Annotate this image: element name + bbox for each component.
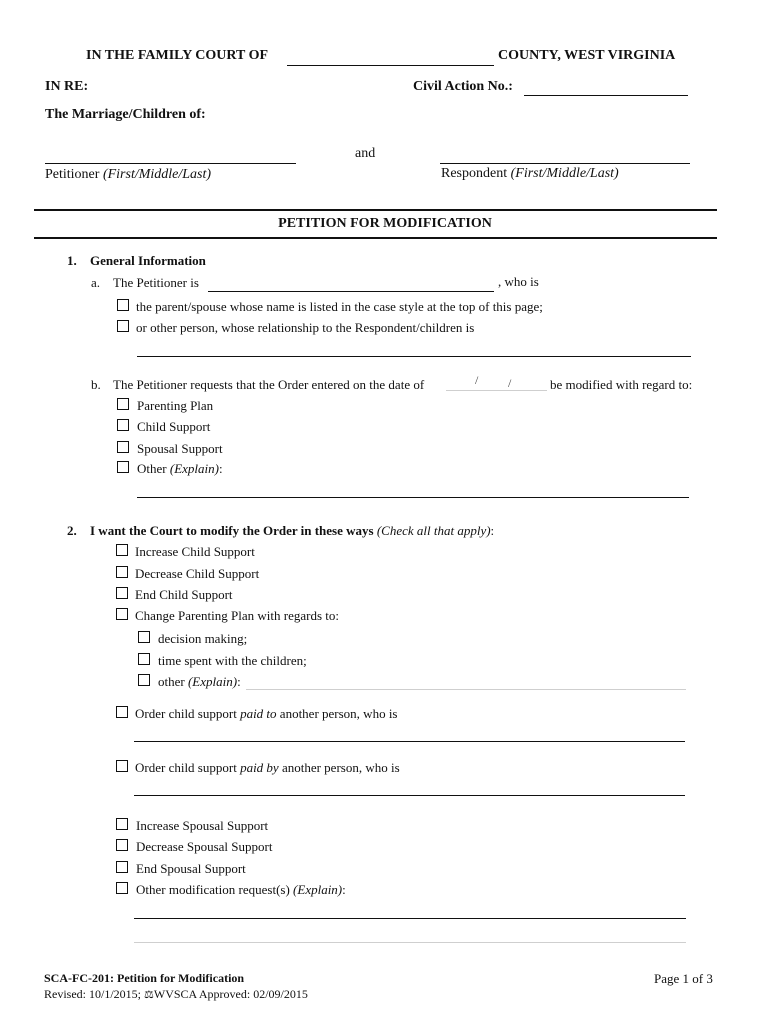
petitioner-name-field[interactable]: [45, 163, 296, 164]
end-child-support-label: End Child Support: [135, 587, 233, 602]
other-modification-label: Other modification request(s) (Explain):: [136, 882, 346, 897]
and-label: and: [355, 146, 376, 161]
change-parenting-plan-checkbox[interactable]: [116, 608, 128, 620]
item-b-text: The Petitioner requests that the Order entered on the date of: [113, 377, 425, 392]
other-label: Other (Explain):: [137, 461, 223, 476]
marriage-label: The Marriage/Children of:: [45, 107, 206, 122]
increase-spousal-support-label: Increase Spousal Support: [136, 818, 269, 833]
civil-action-field[interactable]: [524, 95, 688, 96]
page-number: Page 1 of 3: [654, 971, 713, 986]
decision-making-checkbox[interactable]: [138, 631, 150, 643]
change-parenting-plan-label: Change Parenting Plan with regards to:: [135, 608, 339, 623]
other-modification-field[interactable]: [134, 918, 686, 919]
paid-by-field[interactable]: [134, 795, 685, 796]
item-a-marker: a.: [91, 275, 101, 290]
title-top-rule: [34, 209, 717, 211]
parenting-other-explain-field[interactable]: [246, 689, 686, 690]
paid-to-label: Order child support paid to another person, who is: [135, 706, 398, 721]
form-id: SCA-FC-201: Petition for Modification: [44, 971, 245, 985]
relationship-field[interactable]: [137, 356, 691, 357]
item-a-who-is: , who is: [498, 274, 539, 289]
parent-spouse-label: the parent/spouse whose name is listed in the case style at the top of this page;: [136, 299, 543, 314]
spousal-support-label: Spousal Support: [137, 441, 223, 456]
decrease-spousal-support-checkbox[interactable]: [116, 839, 128, 851]
respondent-label: Respondent (First/Middle/Last): [441, 166, 619, 181]
other-person-label: or other person, whose relationship to the Respondent/children is: [136, 320, 475, 335]
title-bottom-rule: [34, 237, 717, 239]
other-modification-field-2[interactable]: [134, 942, 686, 943]
parent-spouse-checkbox[interactable]: [117, 299, 129, 311]
end-spousal-support-checkbox[interactable]: [116, 861, 128, 873]
time-spent-label: time spent with the children;: [158, 653, 307, 668]
increase-child-support-checkbox[interactable]: [116, 544, 128, 556]
child-support-label: Child Support: [137, 419, 211, 434]
petitioner-is-field[interactable]: [208, 291, 494, 292]
increase-child-support-label: Increase Child Support: [135, 544, 255, 559]
date-separator: /: [475, 373, 479, 387]
other-checkbox[interactable]: [117, 461, 129, 473]
county-field[interactable]: [287, 65, 494, 66]
paid-to-field[interactable]: [134, 741, 685, 742]
page-title: PETITION FOR MODIFICATION: [278, 216, 492, 231]
section1-number: 1.: [67, 253, 77, 268]
increase-spousal-support-checkbox[interactable]: [116, 818, 128, 830]
other-modification-checkbox[interactable]: [116, 882, 128, 894]
revision-line: Revised: 10/1/2015; ⚖WVSCA Approved: 02/09/2015: [44, 987, 308, 1001]
date-separator: /: [508, 376, 512, 390]
court-prefix: IN THE FAMILY COURT OF: [86, 48, 269, 63]
child-support-checkbox[interactable]: [117, 419, 129, 431]
end-child-support-checkbox[interactable]: [116, 587, 128, 599]
parenting-plan-checkbox[interactable]: [117, 398, 129, 410]
item-b-text-after: be modified with regard to:: [550, 377, 693, 392]
petitioner-label: Petitioner (First/Middle/Last): [45, 167, 212, 182]
decrease-spousal-support-label: Decrease Spousal Support: [136, 839, 273, 854]
item-b-marker: b.: [91, 377, 101, 392]
parenting-other-checkbox[interactable]: [138, 674, 150, 686]
other-explain-field[interactable]: [137, 497, 689, 498]
county-suffix: COUNTY, WEST VIRGINIA: [498, 48, 676, 63]
section1-heading: General Information: [90, 253, 206, 268]
parenting-other-label: other (Explain):: [158, 674, 241, 689]
order-date-field[interactable]: [446, 390, 547, 391]
parenting-plan-label: Parenting Plan: [137, 398, 214, 413]
paid-by-checkbox[interactable]: [116, 760, 128, 772]
in-re-label: IN RE:: [45, 79, 89, 94]
spousal-support-checkbox[interactable]: [117, 441, 129, 453]
other-person-checkbox[interactable]: [117, 320, 129, 332]
decrease-child-support-label: Decrease Child Support: [135, 566, 260, 581]
decision-making-label: decision making;: [158, 631, 248, 646]
paid-to-checkbox[interactable]: [116, 706, 128, 718]
paid-by-label: Order child support paid by another person, who is: [135, 760, 400, 775]
decrease-child-support-checkbox[interactable]: [116, 566, 128, 578]
section2-heading: I want the Court to modify the Order in these ways (Check all that apply):: [90, 523, 495, 538]
item-a-text: The Petitioner is: [113, 275, 199, 290]
section2-number: 2.: [67, 523, 77, 538]
scales-icon: ⚖: [144, 989, 154, 1001]
end-spousal-support-label: End Spousal Support: [136, 861, 246, 876]
civil-action-label: Civil Action No.:: [413, 79, 513, 94]
time-spent-checkbox[interactable]: [138, 653, 150, 665]
respondent-name-field[interactable]: [440, 163, 690, 164]
